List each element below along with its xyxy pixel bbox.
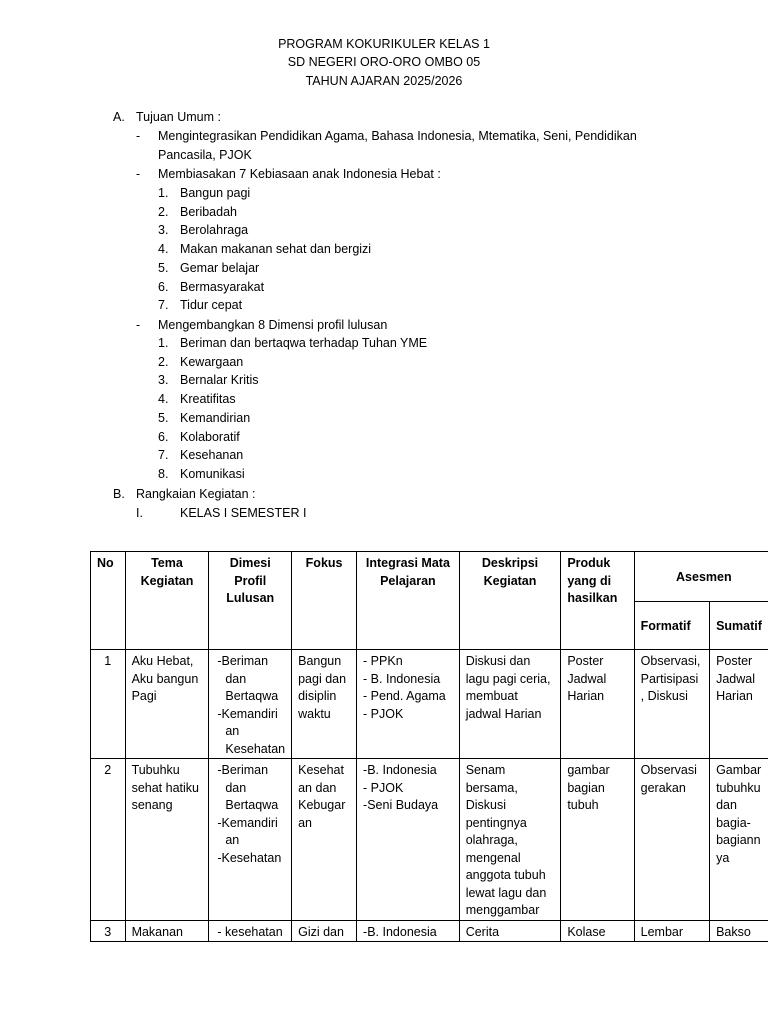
list-item: Bermasyarakat bbox=[180, 279, 265, 294]
cell-dimesi-entry: -Kesehatan bbox=[217, 850, 282, 865]
cell-fokus: Gizi dan bbox=[292, 920, 357, 942]
list-item: Makan makanan sehat dan bergizi bbox=[180, 242, 372, 257]
cell-fokus: Kesehat an dan Kebugar an bbox=[292, 759, 357, 921]
cell-no: 3 bbox=[91, 920, 126, 942]
cell-integrasi-entry: - PJOK bbox=[363, 706, 404, 721]
cell-no: 2 bbox=[91, 759, 126, 921]
table-row bbox=[91, 759, 768, 921]
header-no: No bbox=[91, 552, 126, 650]
cell-integrasi-entry: -Seni Budaya bbox=[363, 798, 439, 812]
table-row bbox=[91, 650, 768, 759]
cell-deskripsi: Cerita bbox=[459, 920, 561, 942]
cell-integrasi bbox=[357, 650, 460, 759]
goal-item-1-line-2: Pancasila, PJOK bbox=[158, 148, 252, 162]
list-number: 4. bbox=[158, 392, 169, 407]
cell-no: 1 bbox=[91, 650, 126, 759]
doc-title-line-2: SD NEGERI ORO-ORO OMBO 05 bbox=[287, 55, 481, 69]
list-number: 3. bbox=[158, 223, 169, 238]
list-item: Kolaboratif bbox=[180, 429, 240, 444]
list-item: Kesehanan bbox=[180, 448, 244, 463]
cell-fokus: Bangun pagi dan disiplin waktu bbox=[292, 650, 357, 759]
cell-dimesi-entry: - kesehatan bbox=[217, 924, 283, 939]
cell-tema: Tubuhku sehat hatiku senang bbox=[125, 759, 209, 921]
section-b-marker: B. bbox=[113, 487, 125, 501]
cell-sumatif: Bakso bbox=[710, 920, 768, 942]
table-row bbox=[91, 920, 768, 942]
list-number: 2. bbox=[158, 354, 169, 369]
list-number: 5. bbox=[158, 410, 169, 425]
header-dimesi: Dimesi Profil Lulusan bbox=[209, 552, 292, 650]
section-a-marker: A. bbox=[113, 110, 125, 124]
header-produk: Produk yang di hasilkan bbox=[561, 552, 634, 650]
header-sumatif: Sumatif bbox=[710, 602, 768, 650]
cell-produk: gambar bagian tubuh bbox=[561, 759, 634, 921]
goal-item-3: Mengembangkan 8 Dimensi profil lulusan bbox=[158, 318, 388, 332]
list-number: 2. bbox=[158, 204, 169, 219]
cell-dimesi bbox=[209, 920, 292, 942]
header-formatif: Formatif bbox=[634, 602, 709, 650]
cell-dimesi-entry: -Kemandiri an bbox=[217, 815, 278, 847]
list-number: 6. bbox=[158, 279, 169, 294]
cell-formatif: Observasi gerakan bbox=[634, 759, 709, 921]
list-item: Kreatifitas bbox=[180, 392, 236, 407]
list-item: Beriman dan bertaqwa terhadap Tuhan YME bbox=[180, 336, 428, 350]
bullet-dash: - bbox=[136, 129, 141, 143]
section-b-title: Rangkaian Kegiatan : bbox=[136, 487, 256, 501]
goal-item-2: Membiasakan 7 Kebiasaan anak Indonesia Hebat : bbox=[158, 167, 441, 181]
list-number: 6. bbox=[158, 429, 169, 444]
header-tema: Tema Kegiatan bbox=[125, 552, 209, 650]
header-integrasi: Integrasi Mata Pelajaran bbox=[357, 552, 460, 650]
cell-formatif: Lembar bbox=[634, 920, 709, 942]
section-b-sub-title: KELAS I SEMESTER I bbox=[180, 506, 307, 520]
bullet-dash: - bbox=[136, 167, 141, 181]
list-item: Kemandirian bbox=[180, 410, 251, 425]
section-a-title: Tujuan Umum : bbox=[136, 110, 221, 124]
cell-produk: Kolase bbox=[561, 920, 634, 942]
cell-dimesi bbox=[209, 759, 292, 921]
cell-dimesi bbox=[209, 650, 292, 759]
cell-integrasi-entry: - PJOK bbox=[363, 780, 404, 795]
list-number: 8. bbox=[158, 466, 169, 481]
cell-integrasi-entry: -B. Indonesia bbox=[363, 924, 437, 939]
list-number: 3. bbox=[158, 373, 169, 388]
header-deskripsi: Deskripsi Kegiatan bbox=[459, 552, 561, 650]
cell-integrasi-entry: - B. Indonesia bbox=[363, 671, 441, 686]
cell-sumatif: Poster Jadwal Harian bbox=[710, 650, 768, 759]
list-item: Kewargaan bbox=[180, 354, 244, 369]
header-asesmen: Asesmen bbox=[634, 552, 768, 602]
cell-produk: Poster Jadwal Harian bbox=[561, 650, 634, 759]
list-number: 7. bbox=[158, 448, 169, 463]
list-item: Beribadah bbox=[180, 204, 237, 219]
list-item: Bangun pagi bbox=[180, 186, 251, 200]
list-number: 1. bbox=[158, 186, 169, 200]
list-number: 4. bbox=[158, 242, 169, 257]
section-b-sub-marker: I. bbox=[136, 506, 143, 520]
cell-dimesi-entry: -Beriman dan Bertaqwa bbox=[217, 654, 279, 703]
cell-tema: Makanan bbox=[125, 920, 209, 942]
cell-deskripsi: Diskusi dan lagu pagi ceria, membuat jadwal Harian bbox=[459, 650, 561, 759]
goal-item-1-line-1: Mengintegrasikan Pendidikan Agama, Bahasa Indonesia, Mtematika, Seni, Pendidikan bbox=[158, 129, 637, 143]
doc-title-line-3: TAHUN AJARAN 2025/2026 bbox=[305, 74, 463, 88]
cell-integrasi-entry: - PPKn bbox=[363, 654, 403, 668]
cell-integrasi bbox=[357, 759, 460, 921]
doc-title-line-1: PROGRAM KOKURIKULER KELAS 1 bbox=[278, 37, 490, 51]
cell-tema: Aku Hebat, Aku bangun Pagi bbox=[125, 650, 209, 759]
list-number: 5. bbox=[158, 260, 169, 275]
list-number: 7. bbox=[158, 298, 169, 313]
bullet-dash: - bbox=[136, 318, 141, 332]
list-item: Komunikasi bbox=[180, 466, 245, 481]
list-number: 1. bbox=[158, 336, 169, 350]
cell-formatif: Observasi, Partisipasi , Diskusi bbox=[634, 650, 709, 759]
activity-table bbox=[90, 551, 768, 942]
cell-deskripsi: Senam bersama, Diskusi pentingnya olahraga, mengenal anggota tubuh lewat lagu dan menggambar bbox=[459, 759, 561, 921]
header-fokus: Fokus bbox=[292, 552, 357, 650]
cell-dimesi-entry: -Kemandiri an Kesehatan bbox=[217, 706, 286, 756]
cell-dimesi-entry: -Beriman dan Bertaqwa bbox=[217, 763, 279, 812]
list-item: Tidur cepat bbox=[180, 298, 243, 313]
cell-integrasi-entry: - Pend. Agama bbox=[363, 689, 446, 703]
cell-integrasi-entry: -B. Indonesia bbox=[363, 763, 437, 777]
list-item: Berolahraga bbox=[180, 223, 249, 238]
cell-integrasi bbox=[357, 920, 460, 942]
list-item: Bernalar Kritis bbox=[180, 373, 259, 388]
list-item: Gemar belajar bbox=[180, 260, 260, 275]
cell-sumatif: Gambar tubuhku dan bagia- bagiann ya bbox=[710, 759, 768, 921]
